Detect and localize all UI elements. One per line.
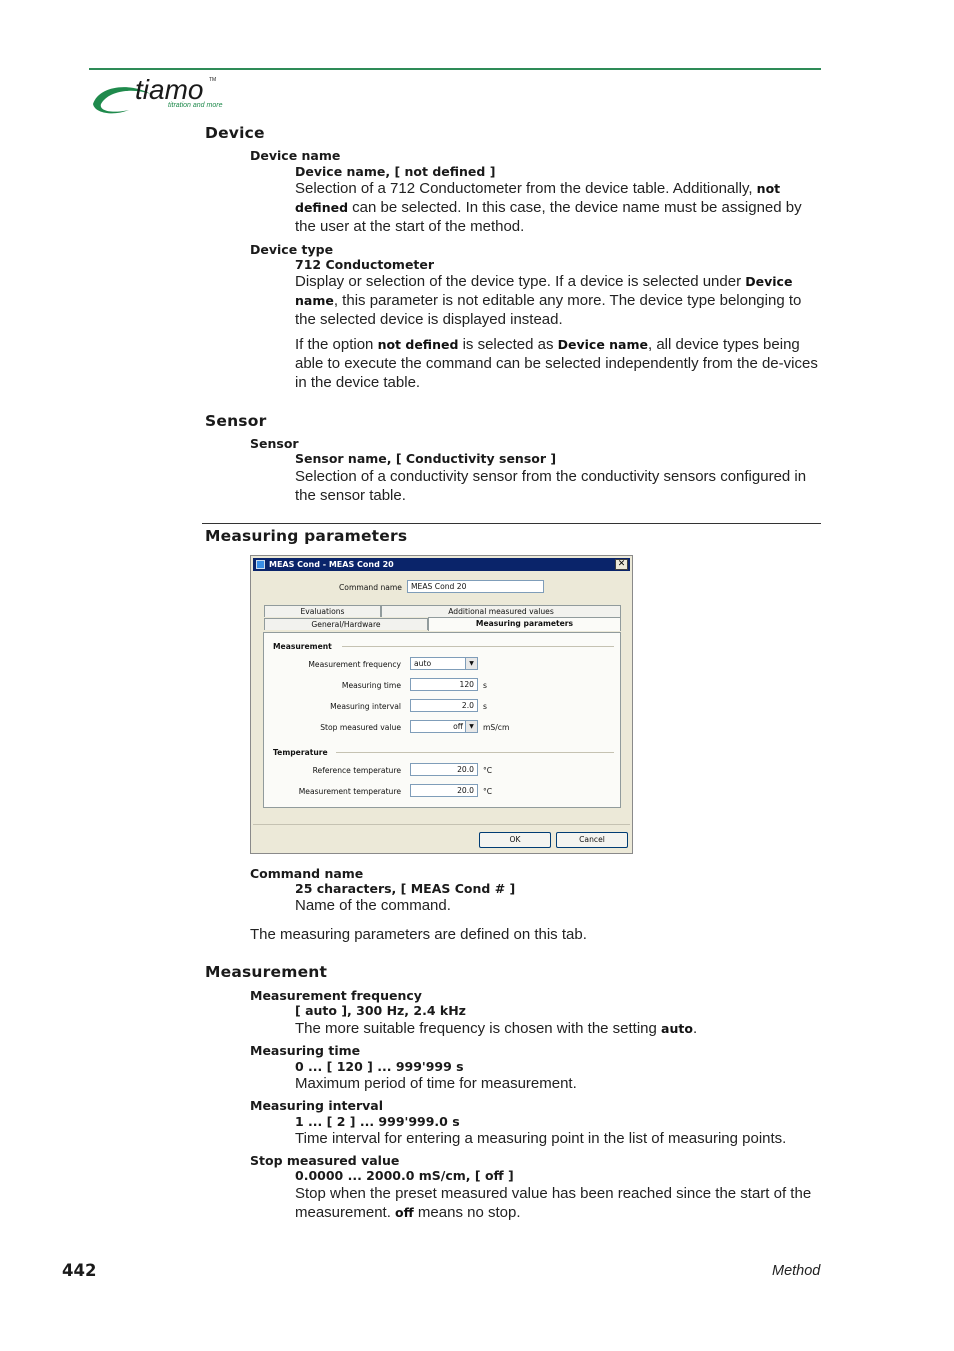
device-heading: Device <box>205 124 265 142</box>
measurement-frequency-label: Measurement frequency <box>250 988 422 1003</box>
chevron-down-icon[interactable]: ▼ <box>465 721 477 732</box>
stop-measured-value-select[interactable] <box>410 720 478 733</box>
measuring-interval-range: 1 ... [ 2 ] ... 999'999.0 s <box>295 1114 460 1129</box>
sensor-label: Sensor <box>250 436 299 451</box>
temperature-group-line <box>336 752 614 753</box>
device-type-description <box>295 272 821 330</box>
measurement-frequency-description <box>295 1019 821 1038</box>
tab-measuring-parameters[interactable]: Measuring parameters <box>428 617 621 631</box>
measurement-heading: Measurement <box>205 963 328 981</box>
reference-temperature-unit: °C <box>483 766 493 775</box>
stop-measured-value-range: 0.0000 ... 2000.0 mS/cm, [ off ] <box>295 1168 514 1183</box>
measuring-time-label: Measuring time <box>341 681 401 690</box>
measurement-group-line <box>342 646 614 647</box>
text-run: can be selected. In this case, the device name must be assigned by the user at the start of the method. <box>295 199 802 236</box>
text-run: means no stop. <box>413 1204 521 1222</box>
tab-general-hardware[interactable]: General/Hardware <box>264 618 428 630</box>
dialog-titlebar <box>253 558 630 571</box>
sensor-heading: Sensor <box>205 412 267 430</box>
keyword-term: not defined <box>377 337 459 352</box>
close-icon[interactable]: ✕ <box>615 559 628 570</box>
chevron-down-icon[interactable]: ▼ <box>465 658 477 669</box>
measuring-parameters-note: The measuring parameters are defined on this tab. <box>250 926 587 943</box>
stop-measured-value-description <box>295 1184 821 1222</box>
frequency-select[interactable] <box>410 657 478 670</box>
measuring-time-range: 0 ... [ 120 ] ... 999'999 s <box>295 1059 464 1074</box>
dialog-bottom-separator <box>253 824 630 825</box>
measuring-time-description: Maximum period of time for measurement. <box>295 1075 577 1092</box>
measuring-interval-heading: Measuring interval <box>250 1098 384 1113</box>
dialog-title: MEAS Cond - MEAS Cond 20 <box>269 560 394 569</box>
ok-button[interactable]: OK <box>479 832 551 848</box>
text-run: Selection of a 712 Conductometer from the device table. Additionally, <box>295 180 757 197</box>
device-name-description <box>295 179 821 237</box>
command-name-input[interactable]: MEAS Cond 20 <box>407 580 544 593</box>
keyword-term: auto <box>661 1021 693 1036</box>
stop-measured-value-select-value: off <box>453 722 463 731</box>
command-name-label: Command name <box>339 583 402 592</box>
dialog-app-icon <box>256 560 265 569</box>
text-run: Display or selection of the device type. If a device is selected under <box>295 273 746 290</box>
command-name-description: Name of the command. <box>295 897 451 914</box>
measurement-group-label: Measurement <box>273 642 332 651</box>
stop-measured-value-heading: Stop measured value <box>250 1153 400 1168</box>
measuring-time-heading: Measuring time <box>250 1043 361 1058</box>
measuring-time-unit: s <box>483 681 487 690</box>
reference-temperature-label: Reference temperature <box>312 766 401 775</box>
header-rule <box>89 68 821 70</box>
logo-tagline: titration and more <box>168 102 223 109</box>
section-divider <box>202 523 821 524</box>
text-run: , all device types being able to execute the command can be selected independently from the de-vices in the device table. <box>295 336 818 392</box>
device-type-note <box>295 335 821 393</box>
temperature-group-label: Temperature <box>273 748 328 757</box>
measuring-time-input[interactable]: 120 <box>410 678 478 691</box>
device-type-value: 712 Conductometer <box>295 257 435 272</box>
command-name-range: 25 characters, [ MEAS Cond # ] <box>295 881 516 896</box>
logo-wordmark: tiamo <box>135 74 204 105</box>
text-run: is selected as <box>458 336 558 353</box>
command-name-heading: Command name <box>250 866 364 881</box>
measuring-interval-description: Time interval for entering a measuring point in the list of measuring points. <box>295 1130 787 1147</box>
cancel-button[interactable]: Cancel <box>556 832 628 848</box>
text-run: Stop when the preset measured value has been reached since the start of the measurement. <box>295 1185 812 1222</box>
reference-temperature-input[interactable]: 20.0 <box>410 763 478 776</box>
keyword-term: not defined <box>295 181 781 216</box>
measurement-temperature-input[interactable]: 20.0 <box>410 784 478 797</box>
footer-section-title: Method <box>772 1263 821 1279</box>
measurement-temperature-unit: °C <box>483 787 493 796</box>
measuring-interval-unit: s <box>483 702 487 711</box>
frequency-label: Measurement frequency <box>308 660 401 669</box>
frequency-select-value: auto <box>414 659 432 668</box>
text-run: The more suitable frequency is chosen with the setting <box>295 1020 662 1037</box>
measurement-temperature-label: Measurement temperature <box>298 787 401 796</box>
keyword-term: off <box>395 1205 414 1221</box>
tab-evaluations[interactable]: Evaluations <box>264 605 381 617</box>
text-run: If the option <box>295 336 378 353</box>
device-name-label: Device name <box>250 148 341 163</box>
sensor-description: Selection of a conductivity sensor from the conductivity sensors configured in the sensor table. <box>295 468 807 505</box>
stop-measured-value-label: Stop measured value <box>320 723 401 732</box>
device-name-value: Device name, [ not defined ] <box>295 164 496 179</box>
keyword-term: Device name <box>557 337 648 352</box>
measuring-interval-label: Measuring interval <box>330 702 401 711</box>
text-run: , this parameter is not editable any more. The device type belonging to the selected device is displayed instead. <box>295 292 802 329</box>
meas-cond-dialog <box>250 555 633 854</box>
tab-additional-measured-values[interactable]: Additional measured values <box>381 605 621 617</box>
device-type-label: Device type <box>250 242 334 257</box>
logo-trademark: TM <box>209 77 217 83</box>
measuring-parameters-panel <box>263 632 621 808</box>
keyword-term: Device name <box>295 274 793 309</box>
measuring-interval-input[interactable]: 2.0 <box>410 699 478 712</box>
measurement-frequency-range: [ auto ], 300 Hz, 2.4 kHz <box>295 1003 466 1018</box>
measuring-parameters-heading: Measuring parameters <box>205 527 408 545</box>
stop-measured-value-unit: mS/cm <box>483 723 510 732</box>
page-number: 442 <box>62 1261 97 1280</box>
sensor-value: Sensor name, [ Conductivity sensor ] <box>295 451 557 466</box>
tiamo-logo <box>89 72 234 118</box>
text-run: . <box>692 1020 698 1037</box>
logo-swoosh-icon <box>89 72 234 118</box>
